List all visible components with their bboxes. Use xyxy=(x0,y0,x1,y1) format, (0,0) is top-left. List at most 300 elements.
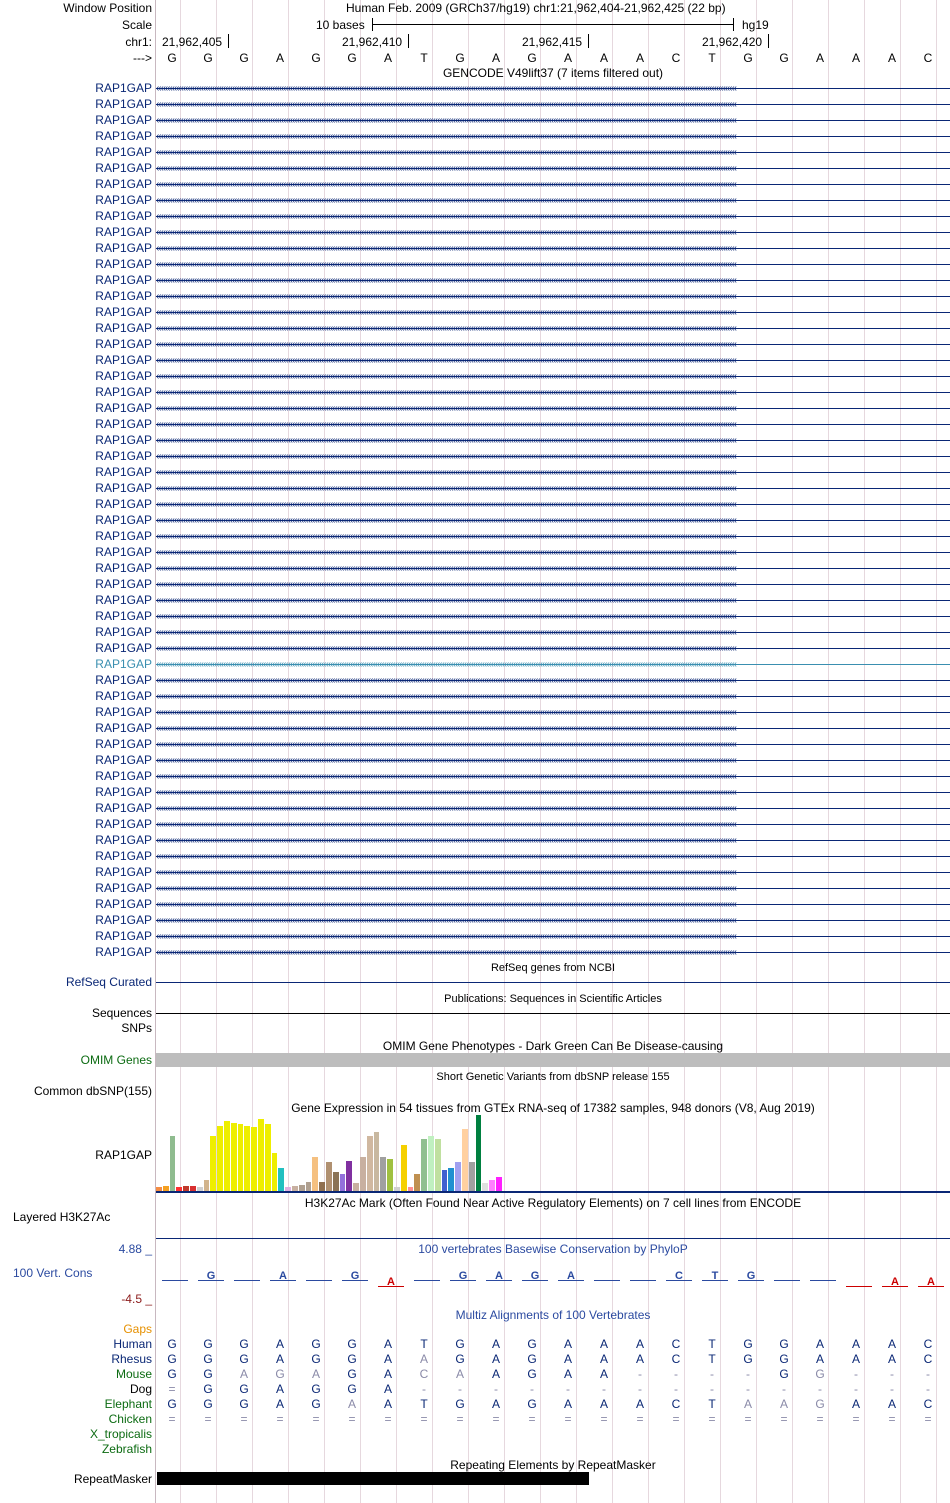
gencode-gene-label[interactable]: RAP1GAP xyxy=(95,737,152,751)
gencode-gene-label[interactable]: RAP1GAP xyxy=(95,801,152,815)
phylop-score-mark xyxy=(162,1280,188,1281)
strand-arrows: ‹‹‹‹‹‹‹‹‹‹‹‹‹‹‹‹‹‹‹‹‹‹‹‹‹‹‹‹‹‹‹‹‹‹‹‹‹‹‹‹‹‹‹‹‹‹‹‹‹‹‹‹‹‹‹‹‹‹‹‹‹‹‹‹‹‹‹‹‹‹‹‹‹‹‹‹‹‹‹‹‹‹‹‹‹‹‹‹‹‹‹‹‹‹‹‹‹‹‹‹‹‹‹‹‹‹‹‹‹‹‹‹‹‹‹‹‹‹‹‹‹‹‹‹‹‹‹‹‹‹‹‹‹‹‹‹‹‹‹‹‹‹‹‹‹‹‹‹‹‹‹‹‹‹‹‹‹‹‹‹‹‹‹‹‹‹‹‹‹‹‹‹‹‹‹‹‹‹‹‹‹‹‹‹‹‹‹‹‹‹‹‹‹‹‹‹‹‹‹‹‹‹‹‹‹‹‹‹‹‹‹‹‹‹‹‹‹‹‹‹‹‹‹‹‹‹‹‹‹‹‹‹‹‹‹‹‹‹‹‹‹‹‹‹‹‹‹‹‹‹‹‹‹‹‹‹‹‹‹‹ xyxy=(156,723,736,734)
multiz-base: G xyxy=(347,1337,357,1351)
phylop-score-mark xyxy=(414,1280,440,1281)
multiz-base: - xyxy=(638,1367,642,1381)
gtex-tissue-bar[interactable] xyxy=(476,1115,482,1191)
gencode-gene-label[interactable]: RAP1GAP xyxy=(95,481,152,495)
gtex-track-title[interactable]: Gene Expression in 54 tissues from GTEx RNA-seq of 17382 samples, 948 donors (V8, Aug 2019) xyxy=(291,1101,815,1115)
gtex-tissue-bar[interactable] xyxy=(306,1182,312,1191)
gtex-tissue-bar[interactable] xyxy=(244,1126,250,1191)
multiz-base: = xyxy=(240,1412,248,1426)
sequence-base: G xyxy=(743,51,753,65)
gencode-gene-label[interactable]: RAP1GAP xyxy=(95,593,152,607)
strand-arrows: ‹‹‹‹‹‹‹‹‹‹‹‹‹‹‹‹‹‹‹‹‹‹‹‹‹‹‹‹‹‹‹‹‹‹‹‹‹‹‹‹‹‹‹‹‹‹‹‹‹‹‹‹‹‹‹‹‹‹‹‹‹‹‹‹‹‹‹‹‹‹‹‹‹‹‹‹‹‹‹‹‹‹‹‹‹‹‹‹‹‹‹‹‹‹‹‹‹‹‹‹‹‹‹‹‹‹‹‹‹‹‹‹‹‹‹‹‹‹‹‹‹‹‹‹‹‹‹‹‹‹‹‹‹‹‹‹‹‹‹‹‹‹‹‹‹‹‹‹‹‹‹‹‹‹‹‹‹‹‹‹‹‹‹‹‹‹‹‹‹‹‹‹‹‹‹‹‹‹‹‹‹‹‹‹‹‹‹‹‹‹‹‹‹‹‹‹‹‹‹‹‹‹‹‹‹‹‹‹‹‹‹‹‹‹‹‹‹‹‹‹‹‹‹‹‹‹‹‹‹‹‹‹‹‹‹‹‹‹‹‹‹‹‹‹‹‹‹‹‹‹‹‹‹‹‹‹‹‹‹‹ xyxy=(156,179,736,190)
phylop-max-label: 4.88 _ xyxy=(118,1242,152,1256)
multiz-base: G xyxy=(239,1397,249,1411)
gencode-transcript[interactable] xyxy=(156,913,950,928)
gtex-tissue-bar[interactable] xyxy=(170,1136,176,1191)
gencode-transcript[interactable] xyxy=(156,625,950,640)
gtex-track-label[interactable]: RAP1GAP xyxy=(95,1148,152,1162)
gencode-transcript[interactable] xyxy=(156,801,950,816)
multiz-base: - xyxy=(926,1367,930,1381)
gencode-transcript[interactable] xyxy=(156,193,950,208)
sequence-base: G xyxy=(239,51,249,65)
strand-arrows: ‹‹‹‹‹‹‹‹‹‹‹‹‹‹‹‹‹‹‹‹‹‹‹‹‹‹‹‹‹‹‹‹‹‹‹‹‹‹‹‹‹‹‹‹‹‹‹‹‹‹‹‹‹‹‹‹‹‹‹‹‹‹‹‹‹‹‹‹‹‹‹‹‹‹‹‹‹‹‹‹‹‹‹‹‹‹‹‹‹‹‹‹‹‹‹‹‹‹‹‹‹‹‹‹‹‹‹‹‹‹‹‹‹‹‹‹‹‹‹‹‹‹‹‹‹‹‹‹‹‹‹‹‹‹‹‹‹‹‹‹‹‹‹‹‹‹‹‹‹‹‹‹‹‹‹‹‹‹‹‹‹‹‹‹‹‹‹‹‹‹‹‹‹‹‹‹‹‹‹‹‹‹‹‹‹‹‹‹‹‹‹‹‹‹‹‹‹‹‹‹‹‹‹‹‹‹‹‹‹‹‹‹‹‹‹‹‹‹‹‹‹‹‹‹‹‹‹‹‹‹‹‹‹‹‹‹‹‹‹‹‹‹‹‹‹‹‹‹‹‹‹‹‹‹‹‹‹‹‹‹ xyxy=(156,819,736,830)
multiz-base: G xyxy=(239,1337,249,1351)
gencode-transcript[interactable] xyxy=(156,369,950,384)
gencode-transcript[interactable] xyxy=(156,241,950,256)
gencode-gene-label[interactable]: RAP1GAP xyxy=(95,705,152,719)
multiz-base: G xyxy=(203,1367,213,1381)
gtex-tissue-bar[interactable] xyxy=(340,1174,346,1191)
gencode-gene-label[interactable]: RAP1GAP xyxy=(95,257,152,271)
multiz-base: A xyxy=(599,1352,608,1366)
gtex-tissue-bar[interactable] xyxy=(469,1162,475,1191)
gencode-transcript[interactable] xyxy=(156,449,950,464)
gencode-gene-label[interactable]: RAP1GAP xyxy=(95,529,152,543)
gencode-gene-label[interactable]: RAP1GAP xyxy=(95,449,152,463)
gencode-transcript[interactable] xyxy=(156,209,950,224)
strand-arrows: ‹‹‹‹‹‹‹‹‹‹‹‹‹‹‹‹‹‹‹‹‹‹‹‹‹‹‹‹‹‹‹‹‹‹‹‹‹‹‹‹‹‹‹‹‹‹‹‹‹‹‹‹‹‹‹‹‹‹‹‹‹‹‹‹‹‹‹‹‹‹‹‹‹‹‹‹‹‹‹‹‹‹‹‹‹‹‹‹‹‹‹‹‹‹‹‹‹‹‹‹‹‹‹‹‹‹‹‹‹‹‹‹‹‹‹‹‹‹‹‹‹‹‹‹‹‹‹‹‹‹‹‹‹‹‹‹‹‹‹‹‹‹‹‹‹‹‹‹‹‹‹‹‹‹‹‹‹‹‹‹‹‹‹‹‹‹‹‹‹‹‹‹‹‹‹‹‹‹‹‹‹‹‹‹‹‹‹‹‹‹‹‹‹‹‹‹‹‹‹‹‹‹‹‹‹‹‹‹‹‹‹‹‹‹‹‹‹‹‹‹‹‹‹‹‹‹‹‹‹‹‹‹‹‹‹‹‹‹‹‹‹‹‹‹‹‹‹‹‹‹‹‹‹‹‹‹‹‹‹‹ xyxy=(156,339,736,350)
multiz-base: = xyxy=(384,1412,392,1426)
gtex-tissue-bar[interactable] xyxy=(204,1180,210,1191)
gtex-tissue-bar[interactable] xyxy=(496,1177,502,1191)
multiz-species-label[interactable]: Elephant xyxy=(104,1397,152,1411)
multiz-base: G xyxy=(203,1382,213,1396)
gencode-gene-label[interactable]: RAP1GAP xyxy=(95,865,152,879)
multiz-base: T xyxy=(708,1352,716,1366)
gtex-tissue-bar[interactable] xyxy=(333,1172,339,1191)
gencode-transcript[interactable] xyxy=(156,273,950,288)
h3k27ac-track-title[interactable]: H3K27Ac Mark (Often Found Near Active Regulatory Elements) on 7 cell lines from ENCODE xyxy=(304,1196,802,1210)
gencode-gene-label[interactable]: RAP1GAP xyxy=(95,609,152,623)
gencode-gene-label[interactable]: RAP1GAP xyxy=(95,753,152,767)
multiz-base: T xyxy=(708,1337,716,1351)
gtex-tissue-bar[interactable] xyxy=(210,1136,216,1191)
gtex-tissue-bar[interactable] xyxy=(217,1126,223,1191)
sequence-base: A xyxy=(563,51,572,65)
gtex-tissue-bar[interactable] xyxy=(231,1123,237,1191)
gtex-tissue-bar[interactable] xyxy=(489,1180,495,1191)
multiz-base: - xyxy=(746,1382,750,1396)
multiz-base: = xyxy=(168,1412,176,1426)
gtex-tissue-bar[interactable] xyxy=(387,1159,393,1191)
gencode-transcript[interactable] xyxy=(156,161,950,176)
multiz-base: - xyxy=(422,1382,426,1396)
gtex-tissue-bar[interactable] xyxy=(265,1124,271,1191)
gencode-transcript[interactable] xyxy=(156,561,950,576)
gencode-transcript[interactable] xyxy=(156,833,950,848)
multiz-species-label[interactable]: Dog xyxy=(129,1382,152,1396)
multiz-base: A xyxy=(563,1397,572,1411)
multiz-base: A xyxy=(599,1367,608,1381)
gencode-transcript[interactable] xyxy=(156,385,950,400)
gtex-tissue-bar[interactable] xyxy=(380,1157,386,1191)
multiz-base: A xyxy=(563,1337,572,1351)
multiz-base: G xyxy=(347,1352,357,1366)
gtex-tissue-bar[interactable] xyxy=(367,1136,373,1191)
strand-arrow-label[interactable]: ---> xyxy=(133,51,152,65)
multiz-base: A xyxy=(383,1337,392,1351)
gencode-transcript[interactable] xyxy=(156,337,950,352)
multiz-base: A xyxy=(311,1367,320,1381)
multiz-base: A xyxy=(779,1397,788,1411)
phylop-track-title[interactable]: 100 vertebrates Basewise Conservation by PhyloP xyxy=(418,1242,688,1256)
publications-track-title[interactable]: Publications: Sequences in Scientific Articles xyxy=(444,993,662,1005)
omim-track-title[interactable]: OMIM Gene Phenotypes - Dark Green Can Be Disease-causing xyxy=(382,1039,724,1053)
gencode-gene-label[interactable]: RAP1GAP xyxy=(95,721,152,735)
strand-arrows: ‹‹‹‹‹‹‹‹‹‹‹‹‹‹‹‹‹‹‹‹‹‹‹‹‹‹‹‹‹‹‹‹‹‹‹‹‹‹‹‹‹‹‹‹‹‹‹‹‹‹‹‹‹‹‹‹‹‹‹‹‹‹‹‹‹‹‹‹‹‹‹‹‹‹‹‹‹‹‹‹‹‹‹‹‹‹‹‹‹‹‹‹‹‹‹‹‹‹‹‹‹‹‹‹‹‹‹‹‹‹‹‹‹‹‹‹‹‹‹‹‹‹‹‹‹‹‹‹‹‹‹‹‹‹‹‹‹‹‹‹‹‹‹‹‹‹‹‹‹‹‹‹‹‹‹‹‹‹‹‹‹‹‹‹‹‹‹‹‹‹‹‹‹‹‹‹‹‹‹‹‹‹‹‹‹‹‹‹‹‹‹‹‹‹‹‹‹‹‹‹‹‹‹‹‹‹‹‹‹‹‹‹‹‹‹‹‹‹‹‹‹‹‹‹‹‹‹‹‹‹‹‹‹‹‹‹‹‹‹‹‹‹‹‹‹‹‹‹‹‹‹‹‹‹‹‹‹‹‹‹ xyxy=(156,275,736,286)
strand-arrows: ‹‹‹‹‹‹‹‹‹‹‹‹‹‹‹‹‹‹‹‹‹‹‹‹‹‹‹‹‹‹‹‹‹‹‹‹‹‹‹‹‹‹‹‹‹‹‹‹‹‹‹‹‹‹‹‹‹‹‹‹‹‹‹‹‹‹‹‹‹‹‹‹‹‹‹‹‹‹‹‹‹‹‹‹‹‹‹‹‹‹‹‹‹‹‹‹‹‹‹‹‹‹‹‹‹‹‹‹‹‹‹‹‹‹‹‹‹‹‹‹‹‹‹‹‹‹‹‹‹‹‹‹‹‹‹‹‹‹‹‹‹‹‹‹‹‹‹‹‹‹‹‹‹‹‹‹‹‹‹‹‹‹‹‹‹‹‹‹‹‹‹‹‹‹‹‹‹‹‹‹‹‹‹‹‹‹‹‹‹‹‹‹‹‹‹‹‹‹‹‹‹‹‹‹‹‹‹‹‹‹‹‹‹‹‹‹‹‹‹‹‹‹‹‹‹‹‹‹‹‹‹‹‹‹‹‹‹‹‹‹‹‹‹‹‹‹‹‹‹‹‹‹‹‹‹‹‹‹‹‹ xyxy=(156,883,736,894)
multiz-base: - xyxy=(710,1382,714,1396)
gencode-gene-label[interactable]: RAP1GAP xyxy=(95,913,152,927)
coordinate-label: 21,962,410 xyxy=(342,35,403,49)
multiz-base: = xyxy=(492,1412,500,1426)
gencode-gene-label[interactable]: RAP1GAP xyxy=(95,305,152,319)
gencode-transcript[interactable] xyxy=(156,817,950,832)
multiz-species-label[interactable]: Mouse xyxy=(115,1367,152,1381)
phylop-logo-letter: A xyxy=(891,1276,899,1288)
multiz-base: A xyxy=(887,1397,896,1411)
gtex-tissue-bar[interactable] xyxy=(455,1162,461,1191)
gtex-tissue-bar[interactable] xyxy=(278,1168,284,1191)
refseq-track-label[interactable]: RefSeq Curated xyxy=(65,975,152,989)
gencode-gene-label[interactable]: RAP1GAP xyxy=(95,273,152,287)
gencode-gene-label[interactable]: RAP1GAP xyxy=(95,193,152,207)
gencode-gene-label[interactable]: RAP1GAP xyxy=(95,881,152,895)
gtex-tissue-bar[interactable] xyxy=(401,1145,407,1191)
multiz-base: = xyxy=(168,1382,176,1396)
omim-track-label[interactable]: OMIM Genes xyxy=(80,1053,152,1067)
multiz-base: A xyxy=(383,1382,392,1396)
gencode-gene-label[interactable]: RAP1GAP xyxy=(95,625,152,639)
gencode-track-title[interactable]: GENCODE V49lift37 (7 items filtered out) xyxy=(442,66,664,80)
phylop-logo-letter: G xyxy=(458,1270,468,1282)
multiz-base: G xyxy=(743,1352,753,1366)
gencode-gene-label[interactable]: RAP1GAP xyxy=(95,689,152,703)
repeatmasker-track-label[interactable]: RepeatMasker xyxy=(73,1472,152,1486)
gencode-gene-label[interactable]: RAP1GAP xyxy=(95,337,152,351)
gencode-gene-label[interactable]: RAP1GAP xyxy=(95,97,152,111)
publications-track-label[interactable]: Sequences xyxy=(91,1006,152,1020)
sequence-base: G xyxy=(527,51,537,65)
gencode-transcript[interactable] xyxy=(156,81,950,96)
assembly-title: Human Feb. 2009 (GRCh37/hg19) chr1:21,962,404-21,962,425 (22 bp) xyxy=(346,1,726,15)
refseq-track-title[interactable]: RefSeq genes from NCBI xyxy=(490,962,616,974)
phylop-min-label: -4.5 _ xyxy=(121,1292,152,1306)
gencode-transcript[interactable] xyxy=(156,545,950,560)
scale-bar-right-tick xyxy=(733,18,734,31)
multiz-base: = xyxy=(420,1412,428,1426)
multiz-species-label[interactable]: Zebrafish xyxy=(101,1442,152,1456)
multiz-base: C xyxy=(419,1367,429,1381)
gencode-transcript[interactable] xyxy=(156,401,950,416)
multiz-species-label[interactable]: Rhesus xyxy=(111,1352,152,1366)
gtex-tissue-bar[interactable] xyxy=(482,1183,488,1191)
gtex-tissue-bar[interactable] xyxy=(442,1170,448,1191)
gencode-gene-label[interactable]: RAP1GAP xyxy=(95,177,152,191)
multiz-base: A xyxy=(599,1337,608,1351)
gtex-tissue-bar[interactable] xyxy=(428,1136,434,1191)
gencode-gene-label[interactable]: RAP1GAP xyxy=(95,945,152,959)
gencode-transcript[interactable] xyxy=(156,705,950,720)
omim-gene-bar[interactable] xyxy=(156,1053,950,1067)
strand-arrows: ‹‹‹‹‹‹‹‹‹‹‹‹‹‹‹‹‹‹‹‹‹‹‹‹‹‹‹‹‹‹‹‹‹‹‹‹‹‹‹‹‹‹‹‹‹‹‹‹‹‹‹‹‹‹‹‹‹‹‹‹‹‹‹‹‹‹‹‹‹‹‹‹‹‹‹‹‹‹‹‹‹‹‹‹‹‹‹‹‹‹‹‹‹‹‹‹‹‹‹‹‹‹‹‹‹‹‹‹‹‹‹‹‹‹‹‹‹‹‹‹‹‹‹‹‹‹‹‹‹‹‹‹‹‹‹‹‹‹‹‹‹‹‹‹‹‹‹‹‹‹‹‹‹‹‹‹‹‹‹‹‹‹‹‹‹‹‹‹‹‹‹‹‹‹‹‹‹‹‹‹‹‹‹‹‹‹‹‹‹‹‹‹‹‹‹‹‹‹‹‹‹‹‹‹‹‹‹‹‹‹‹‹‹‹‹‹‹‹‹‹‹‹‹‹‹‹‹‹‹‹‹‹‹‹‹‹‹‹‹‹‹‹‹‹‹‹‹‹‹‹‹‹‹‹‹‹‹‹‹‹ xyxy=(156,115,736,126)
gencode-gene-label[interactable]: RAP1GAP xyxy=(95,577,152,591)
gencode-transcript[interactable] xyxy=(156,657,950,672)
gencode-transcript[interactable] xyxy=(156,225,950,240)
gencode-gene-label[interactable]: RAP1GAP xyxy=(95,209,152,223)
gencode-gene-label[interactable]: RAP1GAP xyxy=(95,497,152,511)
gencode-transcript[interactable] xyxy=(156,529,950,544)
multiz-base: - xyxy=(926,1382,930,1396)
gencode-gene-label[interactable]: RAP1GAP xyxy=(95,385,152,399)
multiz-base: A xyxy=(851,1397,860,1411)
gencode-gene-label[interactable]: RAP1GAP xyxy=(95,833,152,847)
strand-arrows: ‹‹‹‹‹‹‹‹‹‹‹‹‹‹‹‹‹‹‹‹‹‹‹‹‹‹‹‹‹‹‹‹‹‹‹‹‹‹‹‹‹‹‹‹‹‹‹‹‹‹‹‹‹‹‹‹‹‹‹‹‹‹‹‹‹‹‹‹‹‹‹‹‹‹‹‹‹‹‹‹‹‹‹‹‹‹‹‹‹‹‹‹‹‹‹‹‹‹‹‹‹‹‹‹‹‹‹‹‹‹‹‹‹‹‹‹‹‹‹‹‹‹‹‹‹‹‹‹‹‹‹‹‹‹‹‹‹‹‹‹‹‹‹‹‹‹‹‹‹‹‹‹‹‹‹‹‹‹‹‹‹‹‹‹‹‹‹‹‹‹‹‹‹‹‹‹‹‹‹‹‹‹‹‹‹‹‹‹‹‹‹‹‹‹‹‹‹‹‹‹‹‹‹‹‹‹‹‹‹‹‹‹‹‹‹‹‹‹‹‹‹‹‹‹‹‹‹‹‹‹‹‹‹‹‹‹‹‹‹‹‹‹‹‹‹‹‹‹‹‹‹‹‹‹‹‹‹‹‹‹ xyxy=(156,291,736,302)
gtex-tissue-bar[interactable] xyxy=(238,1124,244,1191)
gencode-transcript[interactable] xyxy=(156,465,950,480)
gencode-transcript[interactable] xyxy=(156,673,950,688)
gtex-tissue-bar[interactable] xyxy=(272,1153,278,1191)
gencode-transcript[interactable] xyxy=(156,641,950,656)
sequence-base: A xyxy=(491,51,500,65)
strand-arrows: ‹‹‹‹‹‹‹‹‹‹‹‹‹‹‹‹‹‹‹‹‹‹‹‹‹‹‹‹‹‹‹‹‹‹‹‹‹‹‹‹‹‹‹‹‹‹‹‹‹‹‹‹‹‹‹‹‹‹‹‹‹‹‹‹‹‹‹‹‹‹‹‹‹‹‹‹‹‹‹‹‹‹‹‹‹‹‹‹‹‹‹‹‹‹‹‹‹‹‹‹‹‹‹‹‹‹‹‹‹‹‹‹‹‹‹‹‹‹‹‹‹‹‹‹‹‹‹‹‹‹‹‹‹‹‹‹‹‹‹‹‹‹‹‹‹‹‹‹‹‹‹‹‹‹‹‹‹‹‹‹‹‹‹‹‹‹‹‹‹‹‹‹‹‹‹‹‹‹‹‹‹‹‹‹‹‹‹‹‹‹‹‹‹‹‹‹‹‹‹‹‹‹‹‹‹‹‹‹‹‹‹‹‹‹‹‹‹‹‹‹‹‹‹‹‹‹‹‹‹‹‹‹‹‹‹‹‹‹‹‹‹‹‹‹‹‹‹‹‹‹‹‹‹‹‹‹‹‹‹‹ xyxy=(156,915,736,926)
gtex-expression-chart[interactable] xyxy=(156,1115,950,1191)
multiz-species-label[interactable]: Chicken xyxy=(108,1412,152,1426)
gencode-transcript[interactable] xyxy=(156,609,950,624)
gencode-transcript[interactable] xyxy=(156,577,950,592)
strand-arrows: ‹‹‹‹‹‹‹‹‹‹‹‹‹‹‹‹‹‹‹‹‹‹‹‹‹‹‹‹‹‹‹‹‹‹‹‹‹‹‹‹‹‹‹‹‹‹‹‹‹‹‹‹‹‹‹‹‹‹‹‹‹‹‹‹‹‹‹‹‹‹‹‹‹‹‹‹‹‹‹‹‹‹‹‹‹‹‹‹‹‹‹‹‹‹‹‹‹‹‹‹‹‹‹‹‹‹‹‹‹‹‹‹‹‹‹‹‹‹‹‹‹‹‹‹‹‹‹‹‹‹‹‹‹‹‹‹‹‹‹‹‹‹‹‹‹‹‹‹‹‹‹‹‹‹‹‹‹‹‹‹‹‹‹‹‹‹‹‹‹‹‹‹‹‹‹‹‹‹‹‹‹‹‹‹‹‹‹‹‹‹‹‹‹‹‹‹‹‹‹‹‹‹‹‹‹‹‹‹‹‹‹‹‹‹‹‹‹‹‹‹‹‹‹‹‹‹‹‹‹‹‹‹‹‹‹‹‹‹‹‹‹‹‹‹‹‹‹‹‹‹‹‹‹‹‹‹‹‹‹‹ xyxy=(156,387,736,398)
gencode-gene-label[interactable]: RAP1GAP xyxy=(95,289,152,303)
dbsnp-track-title[interactable]: Short Genetic Variants from dbSNP release 155 xyxy=(436,1071,670,1083)
repeatmasker-element[interactable] xyxy=(157,1472,589,1485)
gtex-tissue-bar[interactable] xyxy=(312,1157,318,1191)
multiz-base: = xyxy=(744,1412,752,1426)
gencode-gene-label[interactable]: RAP1GAP xyxy=(95,849,152,863)
sequence-base: T xyxy=(420,51,428,65)
multiz-base: G xyxy=(455,1337,465,1351)
multiz-species-label[interactable]: Human xyxy=(113,1337,152,1351)
strand-arrows: ‹‹‹‹‹‹‹‹‹‹‹‹‹‹‹‹‹‹‹‹‹‹‹‹‹‹‹‹‹‹‹‹‹‹‹‹‹‹‹‹‹‹‹‹‹‹‹‹‹‹‹‹‹‹‹‹‹‹‹‹‹‹‹‹‹‹‹‹‹‹‹‹‹‹‹‹‹‹‹‹‹‹‹‹‹‹‹‹‹‹‹‹‹‹‹‹‹‹‹‹‹‹‹‹‹‹‹‹‹‹‹‹‹‹‹‹‹‹‹‹‹‹‹‹‹‹‹‹‹‹‹‹‹‹‹‹‹‹‹‹‹‹‹‹‹‹‹‹‹‹‹‹‹‹‹‹‹‹‹‹‹‹‹‹‹‹‹‹‹‹‹‹‹‹‹‹‹‹‹‹‹‹‹‹‹‹‹‹‹‹‹‹‹‹‹‹‹‹‹‹‹‹‹‹‹‹‹‹‹‹‹‹‹‹‹‹‹‹‹‹‹‹‹‹‹‹‹‹‹‹‹‹‹‹‹‹‹‹‹‹‹‹‹‹‹‹‹‹‹‹‹‹‹‹‹‹‹‹‹‹ xyxy=(156,627,736,638)
multiz-track-title[interactable]: Multiz Alignments of 100 Vertebrates xyxy=(455,1308,651,1322)
gencode-gene-label[interactable]: RAP1GAP xyxy=(95,433,152,447)
gencode-transcript[interactable] xyxy=(156,753,950,768)
strand-arrows: ‹‹‹‹‹‹‹‹‹‹‹‹‹‹‹‹‹‹‹‹‹‹‹‹‹‹‹‹‹‹‹‹‹‹‹‹‹‹‹‹‹‹‹‹‹‹‹‹‹‹‹‹‹‹‹‹‹‹‹‹‹‹‹‹‹‹‹‹‹‹‹‹‹‹‹‹‹‹‹‹‹‹‹‹‹‹‹‹‹‹‹‹‹‹‹‹‹‹‹‹‹‹‹‹‹‹‹‹‹‹‹‹‹‹‹‹‹‹‹‹‹‹‹‹‹‹‹‹‹‹‹‹‹‹‹‹‹‹‹‹‹‹‹‹‹‹‹‹‹‹‹‹‹‹‹‹‹‹‹‹‹‹‹‹‹‹‹‹‹‹‹‹‹‹‹‹‹‹‹‹‹‹‹‹‹‹‹‹‹‹‹‹‹‹‹‹‹‹‹‹‹‹‹‹‹‹‹‹‹‹‹‹‹‹‹‹‹‹‹‹‹‹‹‹‹‹‹‹‹‹‹‹‹‹‹‹‹‹‹‹‹‹‹‹‹‹‹‹‹‹‹‹‹‹‹‹‹‹‹‹ xyxy=(156,947,736,958)
gencode-transcript[interactable] xyxy=(156,289,950,304)
strand-arrows: ‹‹‹‹‹‹‹‹‹‹‹‹‹‹‹‹‹‹‹‹‹‹‹‹‹‹‹‹‹‹‹‹‹‹‹‹‹‹‹‹‹‹‹‹‹‹‹‹‹‹‹‹‹‹‹‹‹‹‹‹‹‹‹‹‹‹‹‹‹‹‹‹‹‹‹‹‹‹‹‹‹‹‹‹‹‹‹‹‹‹‹‹‹‹‹‹‹‹‹‹‹‹‹‹‹‹‹‹‹‹‹‹‹‹‹‹‹‹‹‹‹‹‹‹‹‹‹‹‹‹‹‹‹‹‹‹‹‹‹‹‹‹‹‹‹‹‹‹‹‹‹‹‹‹‹‹‹‹‹‹‹‹‹‹‹‹‹‹‹‹‹‹‹‹‹‹‹‹‹‹‹‹‹‹‹‹‹‹‹‹‹‹‹‹‹‹‹‹‹‹‹‹‹‹‹‹‹‹‹‹‹‹‹‹‹‹‹‹‹‹‹‹‹‹‹‹‹‹‹‹‹‹‹‹‹‹‹‹‹‹‹‹‹‹‹‹‹‹‹‹‹‹‹‹‹‹‹‹‹‹ xyxy=(156,931,736,942)
gtex-tissue-bar[interactable] xyxy=(319,1182,325,1191)
multiz-base: - xyxy=(602,1382,606,1396)
multiz-species-label[interactable]: X_tropicalis xyxy=(89,1427,152,1441)
multiz-base: A xyxy=(491,1337,500,1351)
sequence-base: A xyxy=(635,51,644,65)
gencode-gene-label[interactable]: RAP1GAP xyxy=(95,929,152,943)
gencode-transcript[interactable] xyxy=(156,737,950,752)
gencode-gene-label[interactable]: RAP1GAP xyxy=(95,513,152,527)
gencode-gene-label[interactable]: RAP1GAP xyxy=(95,129,152,143)
multiz-base: = xyxy=(780,1412,788,1426)
gencode-transcript[interactable] xyxy=(156,593,950,608)
gtex-tissue-bar[interactable] xyxy=(251,1127,257,1191)
gencode-transcript[interactable] xyxy=(156,881,950,896)
multiz-base: A xyxy=(491,1352,500,1366)
gencode-transcript[interactable] xyxy=(156,689,950,704)
gtex-tissue-bar[interactable] xyxy=(353,1183,359,1191)
strand-arrows: ‹‹‹‹‹‹‹‹‹‹‹‹‹‹‹‹‹‹‹‹‹‹‹‹‹‹‹‹‹‹‹‹‹‹‹‹‹‹‹‹‹‹‹‹‹‹‹‹‹‹‹‹‹‹‹‹‹‹‹‹‹‹‹‹‹‹‹‹‹‹‹‹‹‹‹‹‹‹‹‹‹‹‹‹‹‹‹‹‹‹‹‹‹‹‹‹‹‹‹‹‹‹‹‹‹‹‹‹‹‹‹‹‹‹‹‹‹‹‹‹‹‹‹‹‹‹‹‹‹‹‹‹‹‹‹‹‹‹‹‹‹‹‹‹‹‹‹‹‹‹‹‹‹‹‹‹‹‹‹‹‹‹‹‹‹‹‹‹‹‹‹‹‹‹‹‹‹‹‹‹‹‹‹‹‹‹‹‹‹‹‹‹‹‹‹‹‹‹‹‹‹‹‹‹‹‹‹‹‹‹‹‹‹‹‹‹‹‹‹‹‹‹‹‹‹‹‹‹‹‹‹‹‹‹‹‹‹‹‹‹‹‹‹‹‹‹‹‹‹‹‹‹‹‹‹‹‹‹‹‹ xyxy=(156,195,736,206)
coordinate-label: 21,962,405 xyxy=(162,35,223,49)
gencode-gene-label[interactable]: RAP1GAP xyxy=(95,657,152,671)
phylop-logo-letter: G xyxy=(350,1270,360,1282)
multiz-base: C xyxy=(923,1397,933,1411)
multiz-base: G xyxy=(779,1337,789,1351)
multiz-base: C xyxy=(671,1337,681,1351)
strand-arrows: ‹‹‹‹‹‹‹‹‹‹‹‹‹‹‹‹‹‹‹‹‹‹‹‹‹‹‹‹‹‹‹‹‹‹‹‹‹‹‹‹‹‹‹‹‹‹‹‹‹‹‹‹‹‹‹‹‹‹‹‹‹‹‹‹‹‹‹‹‹‹‹‹‹‹‹‹‹‹‹‹‹‹‹‹‹‹‹‹‹‹‹‹‹‹‹‹‹‹‹‹‹‹‹‹‹‹‹‹‹‹‹‹‹‹‹‹‹‹‹‹‹‹‹‹‹‹‹‹‹‹‹‹‹‹‹‹‹‹‹‹‹‹‹‹‹‹‹‹‹‹‹‹‹‹‹‹‹‹‹‹‹‹‹‹‹‹‹‹‹‹‹‹‹‹‹‹‹‹‹‹‹‹‹‹‹‹‹‹‹‹‹‹‹‹‹‹‹‹‹‹‹‹‹‹‹‹‹‹‹‹‹‹‹‹‹‹‹‹‹‹‹‹‹‹‹‹‹‹‹‹‹‹‹‹‹‹‹‹‹‹‹‹‹‹‹‹‹‹‹‹‹‹‹‹‹‹‹‹‹‹ xyxy=(156,403,736,414)
repeatmasker-track-title[interactable]: Repeating Elements by RepeatMasker xyxy=(450,1458,656,1472)
multiz-base: G xyxy=(311,1397,321,1411)
gencode-gene-label[interactable]: RAP1GAP xyxy=(95,353,152,367)
gtex-tissue-bar[interactable] xyxy=(414,1174,420,1191)
gencode-gene-label[interactable]: RAP1GAP xyxy=(95,321,152,335)
multiz-base: G xyxy=(527,1397,537,1411)
gtex-tissue-bar[interactable] xyxy=(374,1132,380,1191)
gencode-transcript[interactable] xyxy=(156,321,950,336)
multiz-base: G xyxy=(743,1337,753,1351)
strand-arrows: ‹‹‹‹‹‹‹‹‹‹‹‹‹‹‹‹‹‹‹‹‹‹‹‹‹‹‹‹‹‹‹‹‹‹‹‹‹‹‹‹‹‹‹‹‹‹‹‹‹‹‹‹‹‹‹‹‹‹‹‹‹‹‹‹‹‹‹‹‹‹‹‹‹‹‹‹‹‹‹‹‹‹‹‹‹‹‹‹‹‹‹‹‹‹‹‹‹‹‹‹‹‹‹‹‹‹‹‹‹‹‹‹‹‹‹‹‹‹‹‹‹‹‹‹‹‹‹‹‹‹‹‹‹‹‹‹‹‹‹‹‹‹‹‹‹‹‹‹‹‹‹‹‹‹‹‹‹‹‹‹‹‹‹‹‹‹‹‹‹‹‹‹‹‹‹‹‹‹‹‹‹‹‹‹‹‹‹‹‹‹‹‹‹‹‹‹‹‹‹‹‹‹‹‹‹‹‹‹‹‹‹‹‹‹‹‹‹‹‹‹‹‹‹‹‹‹‹‹‹‹‹‹‹‹‹‹‹‹‹‹‹‹‹‹‹‹‹‹‹‹‹‹‹‹‹‹‹‹‹‹ xyxy=(156,755,736,766)
gencode-gene-label[interactable]: RAP1GAP xyxy=(95,641,152,655)
gencode-gene-label[interactable]: RAP1GAP xyxy=(95,897,152,911)
gencode-transcript[interactable] xyxy=(156,721,950,736)
multiz-base: G xyxy=(311,1352,321,1366)
multiz-base: A xyxy=(563,1352,572,1366)
gencode-transcript[interactable] xyxy=(156,769,950,784)
gencode-transcript[interactable] xyxy=(156,897,950,912)
multiz-base: = xyxy=(924,1412,932,1426)
phylop-logo-letter: G xyxy=(530,1270,540,1282)
dbsnp-track-label[interactable]: Common dbSNP(155) xyxy=(33,1084,152,1098)
snps-label[interactable]: SNPs xyxy=(121,1021,152,1035)
strand-arrows: ‹‹‹‹‹‹‹‹‹‹‹‹‹‹‹‹‹‹‹‹‹‹‹‹‹‹‹‹‹‹‹‹‹‹‹‹‹‹‹‹‹‹‹‹‹‹‹‹‹‹‹‹‹‹‹‹‹‹‹‹‹‹‹‹‹‹‹‹‹‹‹‹‹‹‹‹‹‹‹‹‹‹‹‹‹‹‹‹‹‹‹‹‹‹‹‹‹‹‹‹‹‹‹‹‹‹‹‹‹‹‹‹‹‹‹‹‹‹‹‹‹‹‹‹‹‹‹‹‹‹‹‹‹‹‹‹‹‹‹‹‹‹‹‹‹‹‹‹‹‹‹‹‹‹‹‹‹‹‹‹‹‹‹‹‹‹‹‹‹‹‹‹‹‹‹‹‹‹‹‹‹‹‹‹‹‹‹‹‹‹‹‹‹‹‹‹‹‹‹‹‹‹‹‹‹‹‹‹‹‹‹‹‹‹‹‹‹‹‹‹‹‹‹‹‹‹‹‹‹‹‹‹‹‹‹‹‹‹‹‹‹‹‹‹‹‹‹‹‹‹‹‹‹‹‹‹‹‹‹‹ xyxy=(156,579,736,590)
gencode-transcript[interactable] xyxy=(156,353,950,368)
gtex-tissue-bar[interactable] xyxy=(258,1119,264,1191)
gtex-tissue-bar[interactable] xyxy=(462,1129,468,1191)
gencode-transcript[interactable] xyxy=(156,417,950,432)
gencode-gene-label[interactable]: RAP1GAP xyxy=(95,369,152,383)
multiz-base: A xyxy=(887,1337,896,1351)
multiz-base: - xyxy=(890,1382,894,1396)
coordinate-label: 21,962,420 xyxy=(702,35,763,49)
gencode-transcript[interactable] xyxy=(156,497,950,512)
gencode-gene-label[interactable]: RAP1GAP xyxy=(95,465,152,479)
multiz-base: G xyxy=(275,1367,285,1381)
gencode-gene-label[interactable]: RAP1GAP xyxy=(95,145,152,159)
multiz-base: G xyxy=(311,1382,321,1396)
gencode-gene-label[interactable]: RAP1GAP xyxy=(95,161,152,175)
multiz-base: C xyxy=(671,1352,681,1366)
gencode-transcript[interactable] xyxy=(156,945,950,960)
multiz-base: G xyxy=(347,1367,357,1381)
multiz-base: A xyxy=(383,1352,392,1366)
gencode-gene-label[interactable]: RAP1GAP xyxy=(95,81,152,95)
gencode-gene-label[interactable]: RAP1GAP xyxy=(95,417,152,431)
h3k27ac-baseline xyxy=(156,1238,950,1239)
gencode-transcript[interactable] xyxy=(156,129,950,144)
gencode-transcript[interactable] xyxy=(156,305,950,320)
gencode-transcript[interactable] xyxy=(156,929,950,944)
multiz-base: - xyxy=(818,1382,822,1396)
gtex-tissue-bar[interactable] xyxy=(435,1139,441,1191)
multiz-base: G xyxy=(815,1397,825,1411)
gtex-tissue-bar[interactable] xyxy=(421,1139,427,1191)
phylop-track-label[interactable]: 100 Vert. Cons xyxy=(13,1266,93,1280)
multiz-base: - xyxy=(854,1382,858,1396)
gencode-transcript[interactable] xyxy=(156,177,950,192)
gencode-transcript[interactable] xyxy=(156,97,950,112)
phylop-logo-letter: A xyxy=(279,1270,287,1282)
gencode-transcript[interactable] xyxy=(156,481,950,496)
gencode-gene-label[interactable]: RAP1GAP xyxy=(95,545,152,559)
h3k27ac-track-label[interactable]: Layered H3K27Ac xyxy=(13,1210,111,1224)
phylop-score-mark xyxy=(630,1280,656,1281)
gencode-gene-label[interactable]: RAP1GAP xyxy=(95,113,152,127)
gtex-tissue-bar[interactable] xyxy=(326,1162,332,1191)
gencode-transcript[interactable] xyxy=(156,513,950,528)
gencode-transcript[interactable] xyxy=(156,113,950,128)
multiz-base: A xyxy=(491,1367,500,1381)
gencode-gene-label[interactable]: RAP1GAP xyxy=(95,673,152,687)
strand-arrows: ‹‹‹‹‹‹‹‹‹‹‹‹‹‹‹‹‹‹‹‹‹‹‹‹‹‹‹‹‹‹‹‹‹‹‹‹‹‹‹‹‹‹‹‹‹‹‹‹‹‹‹‹‹‹‹‹‹‹‹‹‹‹‹‹‹‹‹‹‹‹‹‹‹‹‹‹‹‹‹‹‹‹‹‹‹‹‹‹‹‹‹‹‹‹‹‹‹‹‹‹‹‹‹‹‹‹‹‹‹‹‹‹‹‹‹‹‹‹‹‹‹‹‹‹‹‹‹‹‹‹‹‹‹‹‹‹‹‹‹‹‹‹‹‹‹‹‹‹‹‹‹‹‹‹‹‹‹‹‹‹‹‹‹‹‹‹‹‹‹‹‹‹‹‹‹‹‹‹‹‹‹‹‹‹‹‹‹‹‹‹‹‹‹‹‹‹‹‹‹‹‹‹‹‹‹‹‹‹‹‹‹‹‹‹‹‹‹‹‹‹‹‹‹‹‹‹‹‹‹‹‹‹‹‹‹‹‹‹‹‹‹‹‹‹‹‹‹‹‹‹‹‹‹‹‹‹‹‹‹‹ xyxy=(156,595,736,606)
gencode-gene-label[interactable]: RAP1GAP xyxy=(95,401,152,415)
multiz-base: - xyxy=(890,1367,894,1381)
multiz-base: G xyxy=(167,1337,177,1351)
multiz-base: G xyxy=(167,1367,177,1381)
strand-arrows: ‹‹‹‹‹‹‹‹‹‹‹‹‹‹‹‹‹‹‹‹‹‹‹‹‹‹‹‹‹‹‹‹‹‹‹‹‹‹‹‹‹‹‹‹‹‹‹‹‹‹‹‹‹‹‹‹‹‹‹‹‹‹‹‹‹‹‹‹‹‹‹‹‹‹‹‹‹‹‹‹‹‹‹‹‹‹‹‹‹‹‹‹‹‹‹‹‹‹‹‹‹‹‹‹‹‹‹‹‹‹‹‹‹‹‹‹‹‹‹‹‹‹‹‹‹‹‹‹‹‹‹‹‹‹‹‹‹‹‹‹‹‹‹‹‹‹‹‹‹‹‹‹‹‹‹‹‹‹‹‹‹‹‹‹‹‹‹‹‹‹‹‹‹‹‹‹‹‹‹‹‹‹‹‹‹‹‹‹‹‹‹‹‹‹‹‹‹‹‹‹‹‹‹‹‹‹‹‹‹‹‹‹‹‹‹‹‹‹‹‹‹‹‹‹‹‹‹‹‹‹‹‹‹‹‹‹‹‹‹‹‹‹‹‹‹‹‹‹‹‹‹‹‹‹‹‹‹‹‹‹ xyxy=(156,563,736,574)
gencode-transcript[interactable] xyxy=(156,785,950,800)
phylop-logo-letter: G xyxy=(746,1270,756,1282)
publications-track-line xyxy=(156,1013,950,1014)
gencode-transcript[interactable] xyxy=(156,865,950,880)
gtex-tissue-bar[interactable] xyxy=(448,1168,454,1191)
multiz-base: G xyxy=(527,1352,537,1366)
strand-arrows: ‹‹‹‹‹‹‹‹‹‹‹‹‹‹‹‹‹‹‹‹‹‹‹‹‹‹‹‹‹‹‹‹‹‹‹‹‹‹‹‹‹‹‹‹‹‹‹‹‹‹‹‹‹‹‹‹‹‹‹‹‹‹‹‹‹‹‹‹‹‹‹‹‹‹‹‹‹‹‹‹‹‹‹‹‹‹‹‹‹‹‹‹‹‹‹‹‹‹‹‹‹‹‹‹‹‹‹‹‹‹‹‹‹‹‹‹‹‹‹‹‹‹‹‹‹‹‹‹‹‹‹‹‹‹‹‹‹‹‹‹‹‹‹‹‹‹‹‹‹‹‹‹‹‹‹‹‹‹‹‹‹‹‹‹‹‹‹‹‹‹‹‹‹‹‹‹‹‹‹‹‹‹‹‹‹‹‹‹‹‹‹‹‹‹‹‹‹‹‹‹‹‹‹‹‹‹‹‹‹‹‹‹‹‹‹‹‹‹‹‹‹‹‹‹‹‹‹‹‹‹‹‹‹‹‹‹‹‹‹‹‹‹‹‹‹‹‹‹‹‹‹‹‹‹‹‹‹‹‹‹ xyxy=(156,515,736,526)
gtex-tissue-bar[interactable] xyxy=(346,1161,352,1191)
gtex-tissue-bar[interactable] xyxy=(360,1157,366,1191)
gencode-gene-label[interactable]: RAP1GAP xyxy=(95,561,152,575)
strand-arrows: ‹‹‹‹‹‹‹‹‹‹‹‹‹‹‹‹‹‹‹‹‹‹‹‹‹‹‹‹‹‹‹‹‹‹‹‹‹‹‹‹‹‹‹‹‹‹‹‹‹‹‹‹‹‹‹‹‹‹‹‹‹‹‹‹‹‹‹‹‹‹‹‹‹‹‹‹‹‹‹‹‹‹‹‹‹‹‹‹‹‹‹‹‹‹‹‹‹‹‹‹‹‹‹‹‹‹‹‹‹‹‹‹‹‹‹‹‹‹‹‹‹‹‹‹‹‹‹‹‹‹‹‹‹‹‹‹‹‹‹‹‹‹‹‹‹‹‹‹‹‹‹‹‹‹‹‹‹‹‹‹‹‹‹‹‹‹‹‹‹‹‹‹‹‹‹‹‹‹‹‹‹‹‹‹‹‹‹‹‹‹‹‹‹‹‹‹‹‹‹‹‹‹‹‹‹‹‹‹‹‹‹‹‹‹‹‹‹‹‹‹‹‹‹‹‹‹‹‹‹‹‹‹‹‹‹‹‹‹‹‹‹‹‹‹‹‹‹‹‹‹‹‹‹‹‹‹‹‹‹‹ xyxy=(156,899,736,910)
gencode-gene-label[interactable]: RAP1GAP xyxy=(95,241,152,255)
multiz-base: C xyxy=(923,1352,933,1366)
multiz-base: A xyxy=(275,1382,284,1396)
strand-arrows: ‹‹‹‹‹‹‹‹‹‹‹‹‹‹‹‹‹‹‹‹‹‹‹‹‹‹‹‹‹‹‹‹‹‹‹‹‹‹‹‹‹‹‹‹‹‹‹‹‹‹‹‹‹‹‹‹‹‹‹‹‹‹‹‹‹‹‹‹‹‹‹‹‹‹‹‹‹‹‹‹‹‹‹‹‹‹‹‹‹‹‹‹‹‹‹‹‹‹‹‹‹‹‹‹‹‹‹‹‹‹‹‹‹‹‹‹‹‹‹‹‹‹‹‹‹‹‹‹‹‹‹‹‹‹‹‹‹‹‹‹‹‹‹‹‹‹‹‹‹‹‹‹‹‹‹‹‹‹‹‹‹‹‹‹‹‹‹‹‹‹‹‹‹‹‹‹‹‹‹‹‹‹‹‹‹‹‹‹‹‹‹‹‹‹‹‹‹‹‹‹‹‹‹‹‹‹‹‹‹‹‹‹‹‹‹‹‹‹‹‹‹‹‹‹‹‹‹‹‹‹‹‹‹‹‹‹‹‹‹‹‹‹‹‹‹‹‹‹‹‹‹‹‹‹‹‹‹‹‹‹ xyxy=(156,611,736,622)
gencode-transcript[interactable] xyxy=(156,257,950,272)
gtex-tissue-bar[interactable] xyxy=(224,1121,230,1191)
gencode-gene-label[interactable]: RAP1GAP xyxy=(95,225,152,239)
multiz-base: = xyxy=(456,1412,464,1426)
gencode-gene-label[interactable]: RAP1GAP xyxy=(95,817,152,831)
gencode-gene-label[interactable]: RAP1GAP xyxy=(95,785,152,799)
phylop-score-mark xyxy=(774,1280,800,1281)
multiz-base: G xyxy=(203,1397,213,1411)
gencode-transcript[interactable] xyxy=(156,849,950,864)
multiz-base: A xyxy=(815,1337,824,1351)
gencode-gene-label[interactable]: RAP1GAP xyxy=(95,769,152,783)
gencode-transcript[interactable] xyxy=(156,145,950,160)
strand-arrows: ‹‹‹‹‹‹‹‹‹‹‹‹‹‹‹‹‹‹‹‹‹‹‹‹‹‹‹‹‹‹‹‹‹‹‹‹‹‹‹‹‹‹‹‹‹‹‹‹‹‹‹‹‹‹‹‹‹‹‹‹‹‹‹‹‹‹‹‹‹‹‹‹‹‹‹‹‹‹‹‹‹‹‹‹‹‹‹‹‹‹‹‹‹‹‹‹‹‹‹‹‹‹‹‹‹‹‹‹‹‹‹‹‹‹‹‹‹‹‹‹‹‹‹‹‹‹‹‹‹‹‹‹‹‹‹‹‹‹‹‹‹‹‹‹‹‹‹‹‹‹‹‹‹‹‹‹‹‹‹‹‹‹‹‹‹‹‹‹‹‹‹‹‹‹‹‹‹‹‹‹‹‹‹‹‹‹‹‹‹‹‹‹‹‹‹‹‹‹‹‹‹‹‹‹‹‹‹‹‹‹‹‹‹‹‹‹‹‹‹‹‹‹‹‹‹‹‹‹‹‹‹‹‹‹‹‹‹‹‹‹‹‹‹‹‹‹‹‹‹‹‹‹‹‹‹‹‹‹‹‹ xyxy=(156,163,736,174)
multiz-base: C xyxy=(671,1397,681,1411)
gencode-transcript[interactable] xyxy=(156,433,950,448)
strand-arrows: ‹‹‹‹‹‹‹‹‹‹‹‹‹‹‹‹‹‹‹‹‹‹‹‹‹‹‹‹‹‹‹‹‹‹‹‹‹‹‹‹‹‹‹‹‹‹‹‹‹‹‹‹‹‹‹‹‹‹‹‹‹‹‹‹‹‹‹‹‹‹‹‹‹‹‹‹‹‹‹‹‹‹‹‹‹‹‹‹‹‹‹‹‹‹‹‹‹‹‹‹‹‹‹‹‹‹‹‹‹‹‹‹‹‹‹‹‹‹‹‹‹‹‹‹‹‹‹‹‹‹‹‹‹‹‹‹‹‹‹‹‹‹‹‹‹‹‹‹‹‹‹‹‹‹‹‹‹‹‹‹‹‹‹‹‹‹‹‹‹‹‹‹‹‹‹‹‹‹‹‹‹‹‹‹‹‹‹‹‹‹‹‹‹‹‹‹‹‹‹‹‹‹‹‹‹‹‹‹‹‹‹‹‹‹‹‹‹‹‹‹‹‹‹‹‹‹‹‹‹‹‹‹‹‹‹‹‹‹‹‹‹‹‹‹‹‹‹‹‹‹‹‹‹‹‹‹‹‹‹‹ xyxy=(156,771,736,782)
